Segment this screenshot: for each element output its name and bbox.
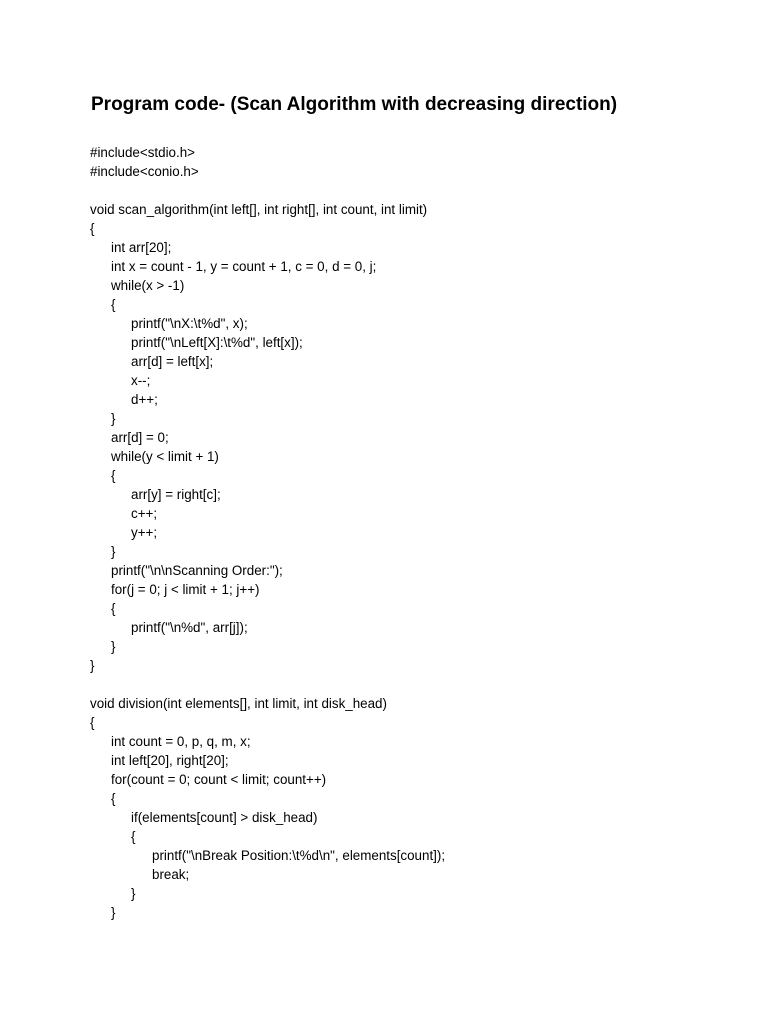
- code-line: [90, 618, 445, 637]
- code-line: [90, 466, 445, 485]
- code-line: [90, 542, 445, 561]
- code-line: [90, 808, 445, 827]
- code-line-text: }: [111, 639, 116, 654]
- code-line-text: arr[d] = left[x];: [131, 354, 214, 369]
- code-line-text: break;: [152, 867, 190, 882]
- code-line: [90, 827, 445, 846]
- code-line: [90, 314, 445, 333]
- code-line: [90, 162, 445, 181]
- code-line: [90, 333, 445, 352]
- code-line: [90, 485, 445, 504]
- code-line-text: {: [90, 715, 95, 730]
- code-line: [90, 599, 445, 618]
- code-line-text: int left[20], right[20];: [111, 753, 229, 768]
- code-line-text: }: [131, 886, 136, 901]
- code-line: [90, 390, 445, 409]
- code-line: [90, 295, 445, 314]
- code-line-text: for(count = 0; count < limit; count++): [111, 772, 327, 787]
- code-line: [90, 276, 445, 295]
- code-line: [90, 675, 445, 694]
- code-line: [90, 181, 445, 200]
- code-line-text: {: [111, 297, 116, 312]
- code-block: [90, 143, 445, 922]
- code-line: [90, 884, 445, 903]
- code-line: [90, 561, 445, 580]
- code-line: [90, 865, 445, 884]
- document-title: Program code- (Scan Algorithm with decreasing direction): [91, 94, 618, 115]
- code-line: [90, 143, 445, 162]
- code-line: [90, 257, 445, 276]
- code-line: [90, 580, 445, 599]
- code-line-text: {: [111, 791, 116, 806]
- code-line-text: arr[d] = 0;: [111, 430, 169, 445]
- code-line-text: {: [90, 221, 95, 236]
- code-line: [90, 770, 445, 789]
- code-line: [90, 447, 445, 466]
- code-line: [90, 504, 445, 523]
- code-line-text: }: [111, 905, 116, 920]
- code-line: [90, 238, 445, 257]
- code-line-text: c++;: [131, 506, 158, 521]
- code-line-text: #include<stdio.h>: [90, 145, 195, 160]
- code-line-text: int x = count - 1, y = count + 1, c = 0, d = 0, j;: [111, 259, 377, 274]
- code-line: [90, 903, 445, 922]
- code-line: [90, 789, 445, 808]
- code-line-text: {: [131, 829, 136, 844]
- code-line-text: }: [111, 411, 116, 426]
- code-line: [90, 371, 445, 390]
- code-line-text: printf("\n%d", arr[j]);: [131, 620, 248, 635]
- code-line: [90, 846, 445, 865]
- code-line-text: #include<conio.h>: [90, 164, 199, 179]
- code-line-text: d++;: [131, 392, 158, 407]
- code-line-text: printf("\n\nScanning Order:");: [111, 563, 283, 578]
- code-line: [90, 656, 445, 675]
- code-line-text: if(elements[count] > disk_head): [131, 810, 318, 825]
- code-line: [90, 713, 445, 732]
- code-line-text: printf("\nX:\t%d", x);: [131, 316, 248, 331]
- code-line-text: int arr[20];: [111, 240, 172, 255]
- code-line: [90, 523, 445, 542]
- code-line-text: while(y < limit + 1): [111, 449, 219, 464]
- code-line: [90, 409, 445, 428]
- code-line-text: int count = 0, p, q, m, x;: [111, 734, 251, 749]
- code-line-text: for(j = 0; j < limit + 1; j++): [111, 582, 260, 597]
- code-line: [90, 352, 445, 371]
- code-line-text: void division(int elements[], int limit, int disk_head): [90, 696, 387, 711]
- code-line-text: {: [111, 468, 116, 483]
- code-line-text: while(x > -1): [111, 278, 185, 293]
- code-line-text: void scan_algorithm(int left[], int right[], int count, int limit): [90, 202, 428, 217]
- code-line-text: {: [111, 601, 116, 616]
- code-line: [90, 219, 445, 238]
- code-line-text: }: [111, 544, 116, 559]
- code-line-text: y++;: [131, 525, 158, 540]
- code-line: [90, 428, 445, 447]
- code-line-text: printf("\nLeft[X]:\t%d", left[x]);: [131, 335, 303, 350]
- code-line: [90, 694, 445, 713]
- code-line-text: arr[y] = right[c];: [131, 487, 221, 502]
- code-line: [90, 637, 445, 656]
- code-line-text: }: [90, 658, 95, 673]
- code-line: [90, 200, 445, 219]
- code-line-text: x--;: [131, 373, 151, 388]
- code-line: [90, 751, 445, 770]
- code-line-text: printf("\nBreak Position:\t%d\n", elements[count]);: [152, 848, 446, 863]
- code-line: [90, 732, 445, 751]
